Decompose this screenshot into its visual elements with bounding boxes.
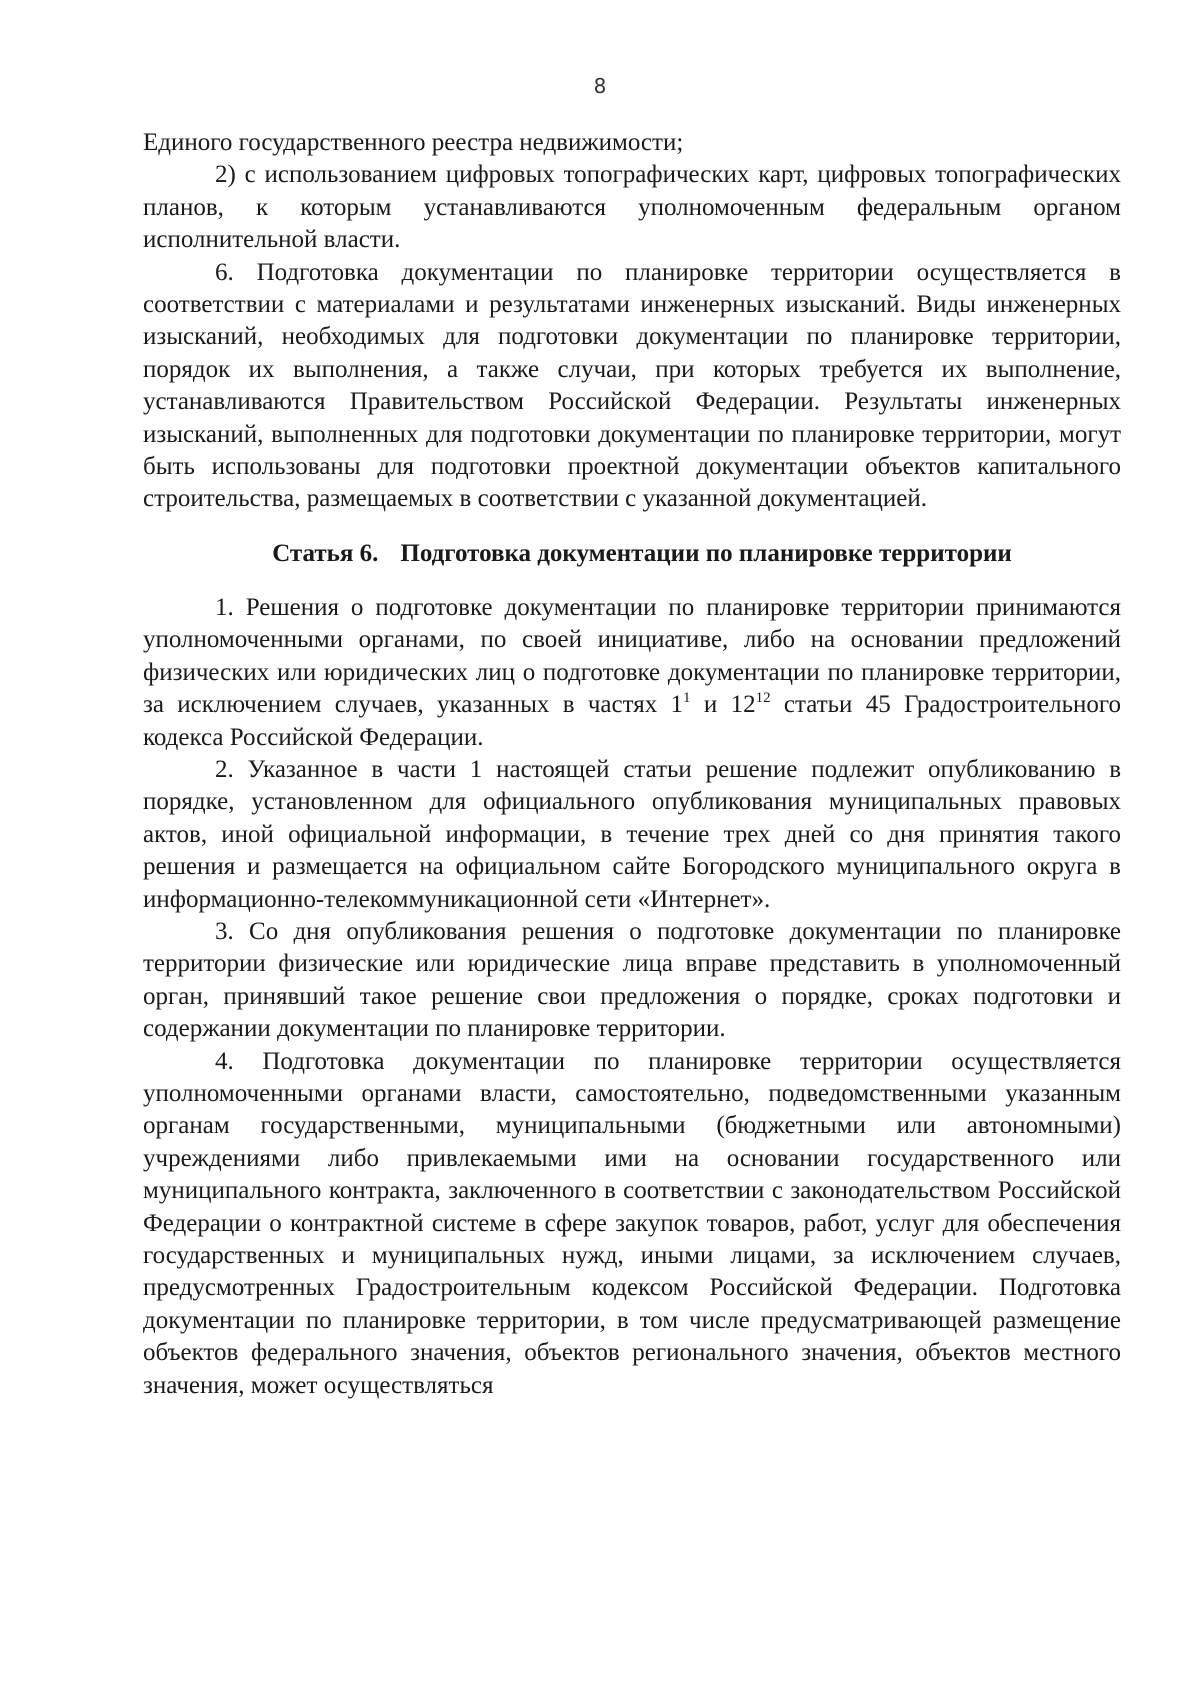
document-body xyxy=(143,127,1121,1402)
article-heading xyxy=(143,538,1121,570)
article-paragraph-4: 4. Подготовка документации по планировке территории осуществляется уполномоченными органами власти, самостоятельно, подведомственными указанным органам государственными, муниципальными (бюджетными или автономными) учреждениями либо привлекаемыми ими на основании государственного или муниципального контракта, заключенного в соответствии с законодательством Российской Федерации о контрактной системе в сфере закупок товаров, работ, услуг для обеспечения государственных и муниципальных нужд, иными лицами, за исключением случаев, предусмотренных Градостроительным кодексом Российской Федерации. Подготовка документации по планировке территории, в том числе предусматривающей размещение объектов федерального значения, объектов регионального значения, объектов местного значения, может осуществляться xyxy=(143,1047,1121,1399)
superscript-12: 12 xyxy=(755,690,771,707)
page-number: 8 xyxy=(593,74,607,98)
superscript-1: 1 xyxy=(683,690,691,707)
article-title: Подготовка документации по планировке территории xyxy=(400,539,1012,567)
paragraph-1-text-end: статьи 45 Градостроительного кодекса Российской Федерации. xyxy=(143,691,1121,751)
paragraph-item-2: 2) с использованием цифровых топографических карт, цифровых топографических планов, к которым устанавливаются уполномоченным федеральным органом исполнительной власти. xyxy=(143,161,1121,254)
paragraph-continuation: Единого государственного реестра недвижимости; xyxy=(143,129,684,156)
article-paragraph-2: 2. Указанное в части 1 настоящей статьи решение подлежит опубликованию в порядке, установленном для официального опубликования муниципальных правовых актов, иной официальной информации, в течение трех дней со дня принятия такого решения и размещается на официальном сайте Богородского муниципального округа в информационно-телекоммуникационной сети «Интернет». xyxy=(143,755,1121,913)
paragraph-6: 6. Подготовка документации по планировке территории осуществляется в соответствии с материалами и результатами инженерных изысканий. Виды инженерных изысканий, необходимых для подготовки документации по планировке территории, порядок их выполнения, а также случаи, при которых требуется их выполнение, устанавливаются Правительством Российской Федерации. Результаты инженерных изысканий, выполненных для подготовки документации по планировке территории, могут быть использованы для подготовки проектной документации объектов капитального строительства, размещаемых в соответствии с указанной документацией. xyxy=(143,258,1121,513)
paragraph-1-text-middle: и 12 xyxy=(690,691,756,719)
paragraph-1-text: 1. Решения о подготовке документации по планировке территории принимаются уполномоченными органами, по своей инициативе, либо на основании предложений физических или юридических лиц о подготовке документации по планировке территории, за исключением случаев, указанных в частях 1 xyxy=(143,593,1121,719)
article-label: Статья 6. xyxy=(272,539,379,567)
article-paragraph-1 xyxy=(143,592,1121,754)
article-paragraph-3: 3. Со дня опубликования решения о подготовке документации по планировке территории физические или юридические лица вправе представить в уполномоченный орган, принявший такое решение свои предложения о порядке, сроках подготовки и содержании документации по планировке территории. xyxy=(143,917,1121,1043)
